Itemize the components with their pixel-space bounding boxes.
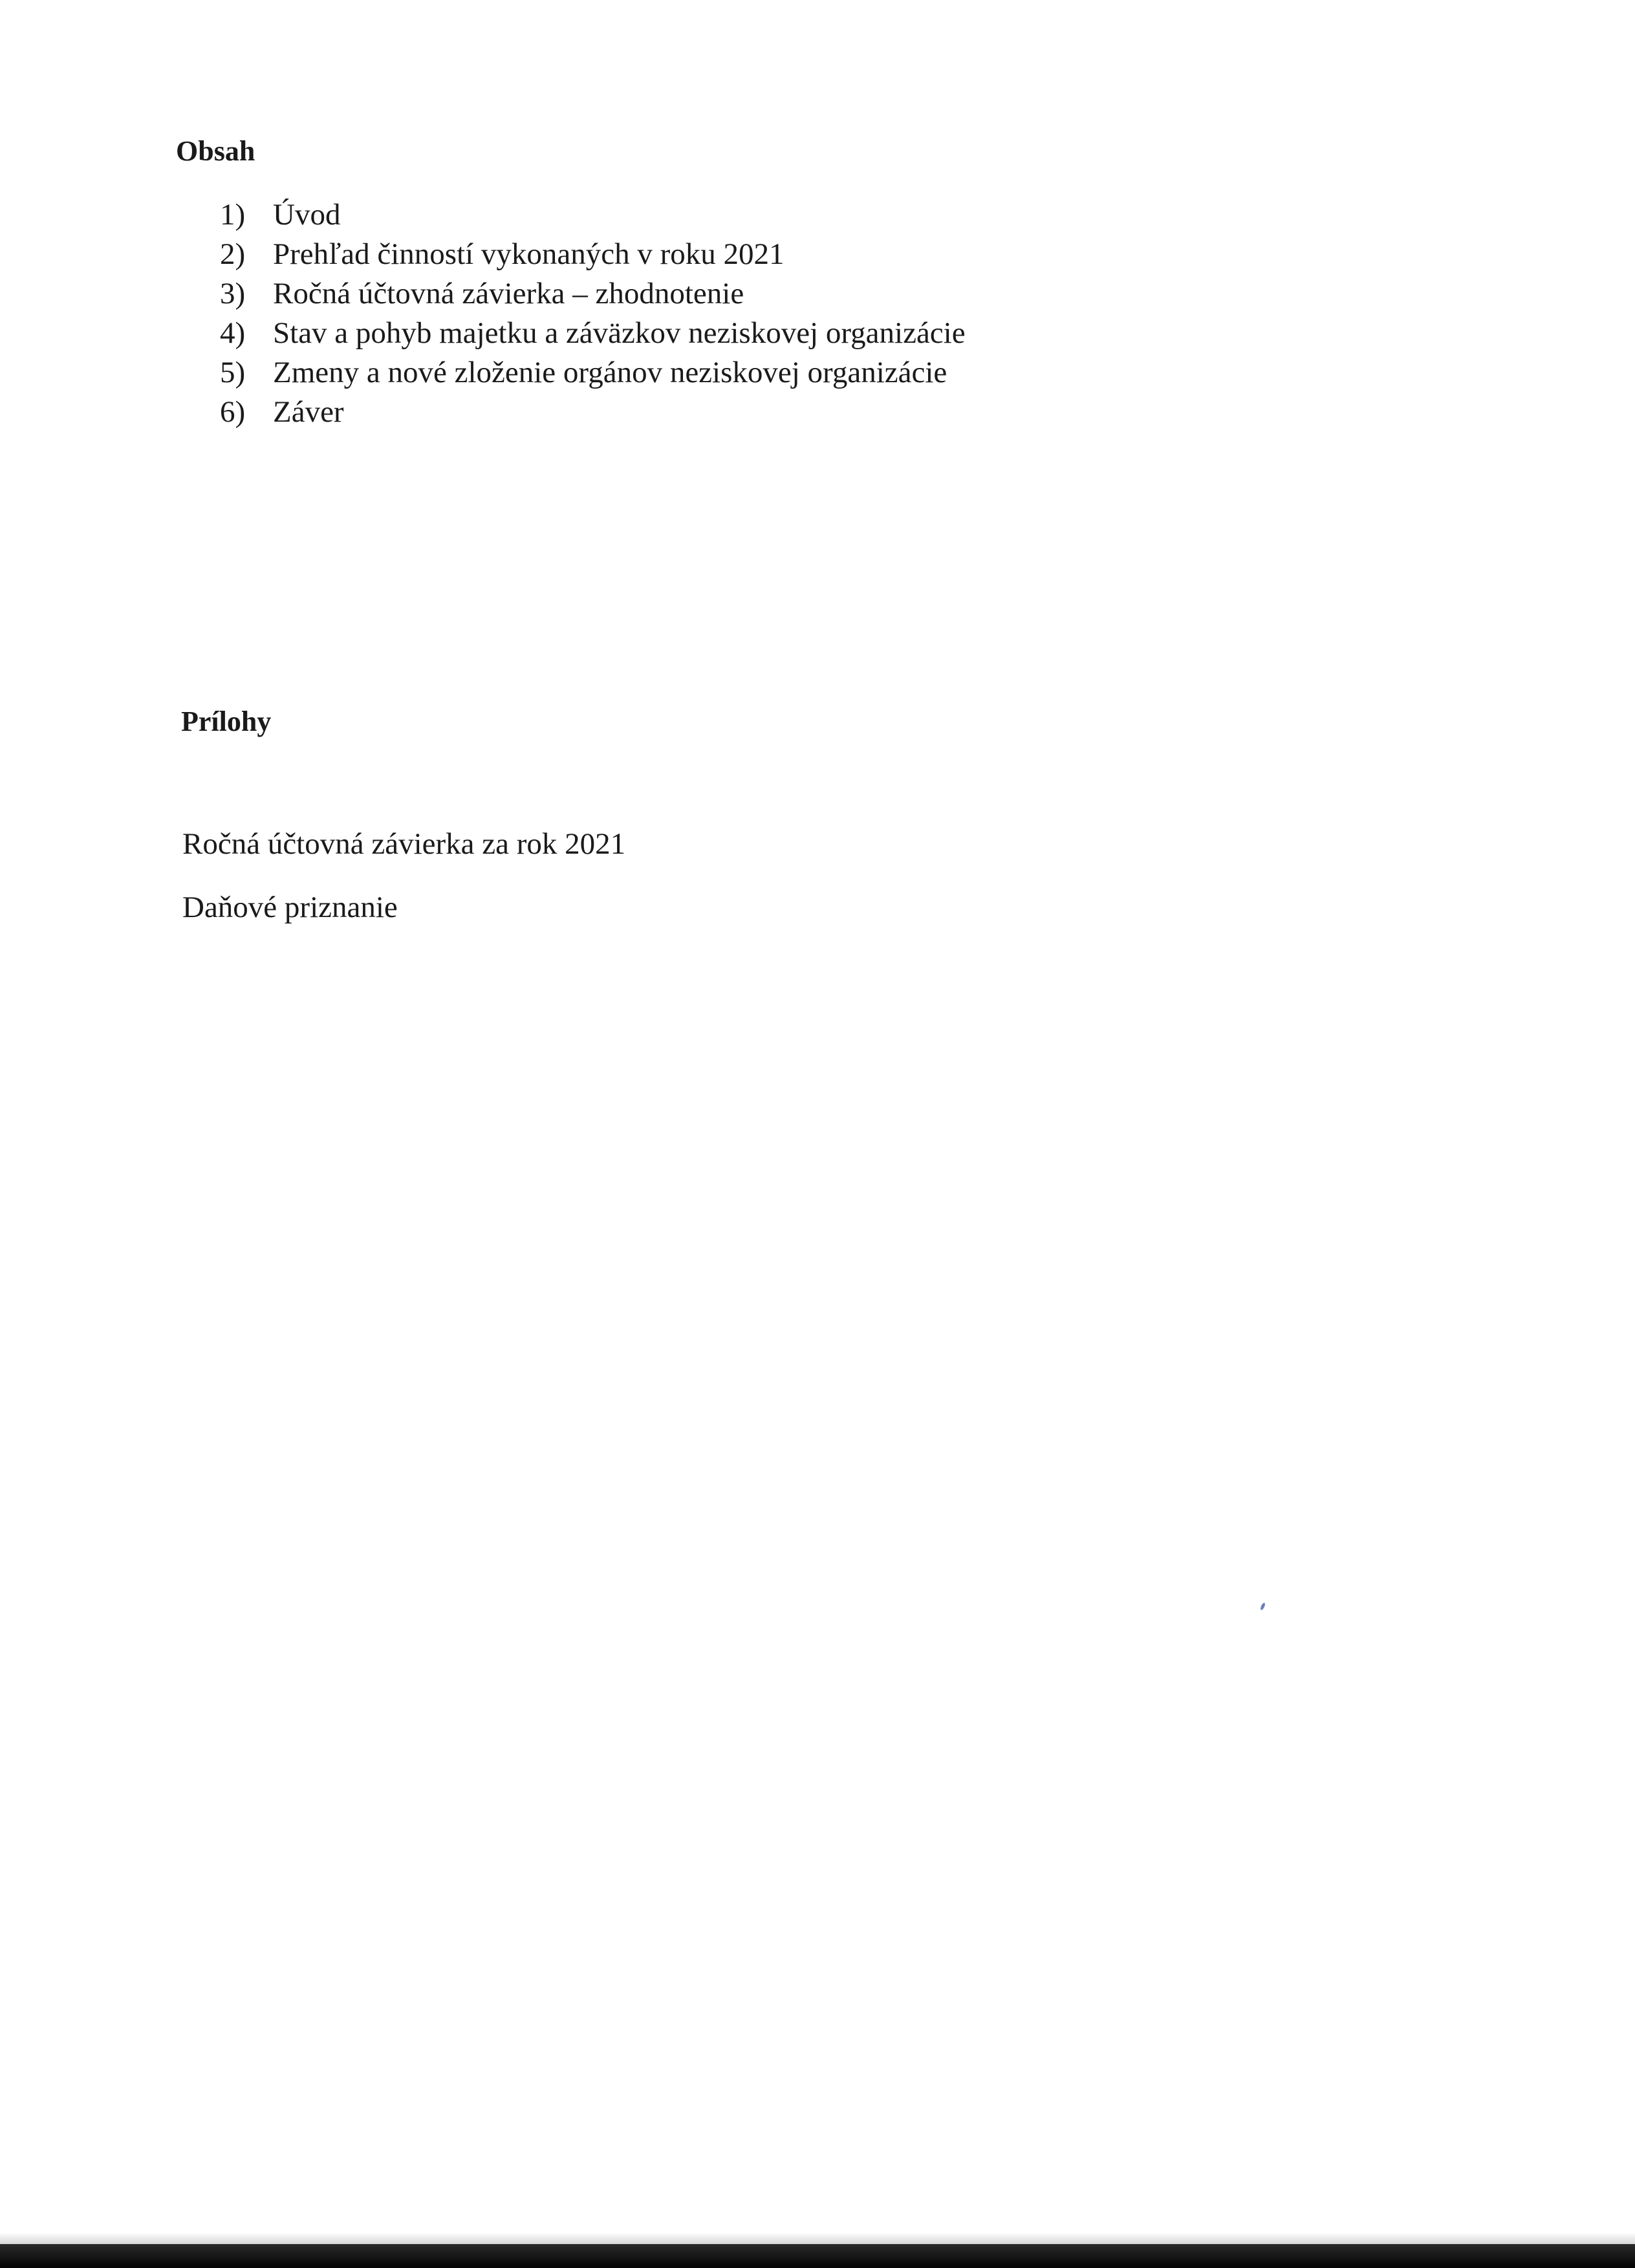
toc-item-label: Záver bbox=[273, 395, 344, 429]
toc-item bbox=[220, 393, 966, 432]
toc-list bbox=[220, 195, 966, 432]
toc-item-label: Prehľad činností vykonaných v roku 2021 bbox=[273, 237, 785, 271]
toc-item-label: Úvod bbox=[273, 198, 341, 232]
toc-item bbox=[220, 235, 966, 274]
toc-item bbox=[220, 274, 966, 314]
toc-item-number: 5) bbox=[220, 356, 246, 389]
toc-item-number: 4) bbox=[220, 316, 246, 350]
toc-item bbox=[220, 353, 966, 393]
toc-item-label: Stav a pohyb majetku a záväzkov neziskovej organizácie bbox=[273, 316, 966, 350]
attachment-item: Ročná účtovná závierka za rok 2021 bbox=[182, 827, 626, 861]
scan-border-bar bbox=[0, 2244, 1635, 2268]
attachments-heading: Prílohy bbox=[181, 706, 272, 737]
scan-edge-shadow bbox=[0, 2232, 1635, 2244]
toc-item-label: Zmeny a nové zloženie orgánov neziskovej organizácie bbox=[273, 356, 947, 389]
toc-item-number: 1) bbox=[220, 198, 246, 232]
toc-item-label: Ročná účtovná závierka – zhodnotenie bbox=[273, 277, 744, 310]
toc-item bbox=[220, 314, 966, 353]
scan-speck bbox=[1260, 1603, 1266, 1611]
toc-item-number: 3) bbox=[220, 277, 246, 310]
toc-item-number: 2) bbox=[220, 237, 246, 271]
toc-heading: Obsah bbox=[176, 135, 255, 167]
toc-item-number: 6) bbox=[220, 395, 246, 429]
toc-item bbox=[220, 195, 966, 235]
attachment-item: Daňové priznanie bbox=[182, 891, 398, 924]
